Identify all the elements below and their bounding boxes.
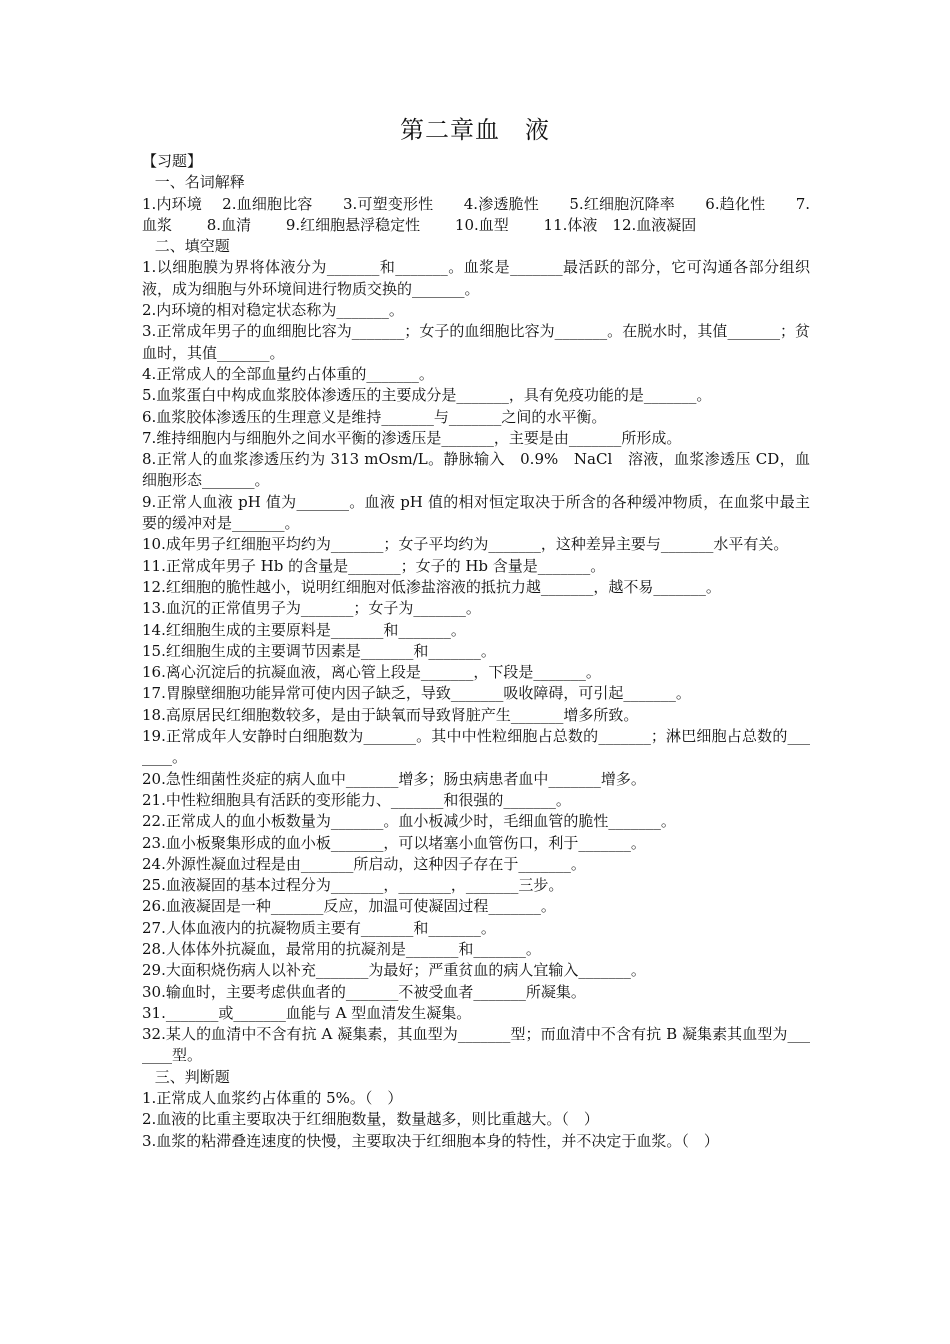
question-item: 27.人体血液内的抗凝物质主要有_______和_______。 xyxy=(142,918,496,937)
question-item: 16.离心沉淀后的抗凝血液，离心管上段是_______，下段是_______。 xyxy=(142,663,601,682)
question-item: 21.中性粒细胞具有活跃的变形能力、_______和很强的_______。 xyxy=(142,790,571,809)
question-item: 11.正常成年男子 Hb 的含量是_______；女子的 Hb 含量是_______。 xyxy=(142,556,606,575)
question-item: 26.血液凝固是一种_______反应，加温可使凝固过程_______。 xyxy=(142,897,556,916)
question-item: 5.血浆蛋白中构成血浆胶体渗透压的主要成分是_______，具有免疫功能的是_______。 xyxy=(142,386,712,405)
question-item: 17.胃腺壁细胞功能异常可使内因子缺乏，导致_______吸收障碍，可引起_______。 xyxy=(142,684,691,703)
question-item: 1.以细胞膜为界将体液分为_______和_______。血浆是_______最活跃的部分，它可沟通各部分组织液，成为细胞与外环境间进行物质交换的_______。 xyxy=(142,258,810,298)
question-item: 9.正常人血液 pH 值为_______。血液 pH 值的相对恒定取决于所含的各种缓冲物质，在血浆中最主要的缓冲对是_______。 xyxy=(142,492,810,533)
question-item: 23.血小板聚集形成的血小板_______，可以堵塞小血管伤口，利于_______。 xyxy=(142,833,646,852)
question-item: 4.正常成人的全部血量约占体重的_______。 xyxy=(142,364,434,383)
question-item: 14.红细胞生成的主要原料是_______和_______。 xyxy=(142,620,466,639)
fill-blank-list xyxy=(142,257,810,1066)
question-item: 13.血沉的正常值男子为_______；女子为_______。 xyxy=(142,599,481,618)
question-item: 6.血浆胶体渗透压的生理意义是维持_______与_______之间的水平衡。 xyxy=(142,407,607,426)
question-item: 12.红细胞的脆性越小，说明红细胞对低渗盐溶液的抵抗力越_______，越不易_______。 xyxy=(142,577,721,596)
question-item: 8.正常人的血浆渗透压约为 313 mOsm/L。静脉输入 0.9% NaCl 溶液，血浆渗透压 CD，血细胞形态_______。 xyxy=(142,450,810,490)
exercise-content xyxy=(142,151,810,1152)
question-item: 25.血液凝固的基本过程分为_______，_______，_______三步。 xyxy=(142,876,564,895)
question-item: 10.成年男子红细胞平均约为_______；女子平均约为_______，这种差异主要与_______水平有关。 xyxy=(142,535,789,554)
part2-heading: 二、填空题 xyxy=(150,237,230,256)
question-item: 22.正常成人的血小板数量为_______。血小板减少时，毛细血管的脆性_______。 xyxy=(142,812,676,831)
question-item: 19.正常成年人安静时白细胞数为_______。其中中性粒细胞占总数的_______；淋巴细胞占总数的_______。 xyxy=(142,727,810,767)
question-item: 7.维持细胞内与细胞外之间水平衡的渗透压是_______，主要是由_______所形成。 xyxy=(142,428,682,447)
part3-heading: 三、判断题 xyxy=(150,1067,230,1086)
question-item: 24.外源性凝血过程是由_______所启动，这种因子存在于_______。 xyxy=(142,854,586,873)
question-item: 3.正常成年男子的血细胞比容为_______；女子的血细胞比容为_______。在脱水时，其值_______；贫血时，其值_______。 xyxy=(142,322,810,362)
chapter-title: 第二章血 液 xyxy=(400,116,550,144)
section-header: 【习题】 xyxy=(142,152,203,170)
question-item: 2.血液的比重主要取决于红细胞数量，数量越多，则比重越大。（ ） xyxy=(142,1110,599,1129)
question-item: 18.高原居民红细胞数较多，是由于缺氧而导致肾脏产生_______增多所致。 xyxy=(142,705,639,724)
part1-heading: 一、名词解释 xyxy=(150,173,245,192)
question-item: 28.人体体外抗凝血，最常用的抗凝剂是_______和_______。 xyxy=(142,939,541,958)
question-item: 20.急性细菌性炎症的病人血中_______增多；肠虫病患者血中_______增多。 xyxy=(142,769,646,788)
question-item: 29.大面积烧伤病人以补充_______为最好；严重贫血的病人宜输入_______。 xyxy=(142,961,646,980)
question-item: 30.输血时，主要考虑供血者的_______不被受血者_______所凝集。 xyxy=(142,982,586,1001)
question-item: 32.某人的血清中不含有抗 A 凝集素，其血型为_______型；而血清中不含有抗 B 凝集素其血型为_______型。 xyxy=(142,1025,810,1065)
question-item: 3.血浆的粘滞叠连速度的快慢，主要取决于红细胞本身的特性，并不决定于血浆。（ ） xyxy=(142,1131,719,1150)
true-false-list xyxy=(142,1088,810,1152)
question-item: 1.正常成人血浆约占体重的 5%。（ ） xyxy=(142,1089,403,1108)
question-item: 2.内环境的相对稳定状态称为_______。 xyxy=(142,301,404,320)
question-item: 15.红细胞生成的主要调节因素是_______和_______。 xyxy=(142,641,496,660)
term-list: 1.内环境 2.血细胞比容 3.可塑变形性 4.渗透脆性 5.红细胞沉降率 6.趋化性 7.血浆 8.血清 9.红细胞悬浮稳定性 10.血型 11.体液 12.血液凝固 xyxy=(142,194,810,234)
question-item: 31._______或_______血能与 A 型血清发生凝集。 xyxy=(142,1003,472,1022)
